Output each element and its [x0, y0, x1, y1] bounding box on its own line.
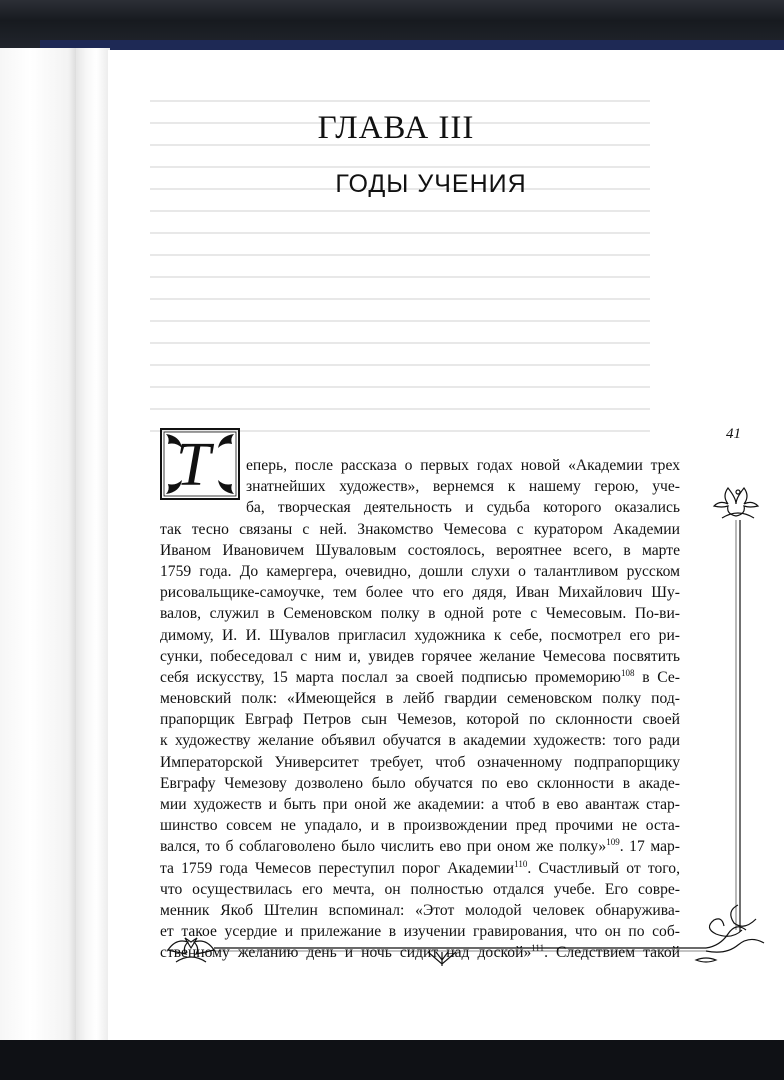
- text-fragment: ственному желанию день и ночь сидит над доской»: [160, 944, 532, 962]
- text-line: [160, 667, 680, 688]
- text-line: валов, служил в Семеновском полку в одной роте с Чемесовым. По-ви-: [160, 605, 680, 623]
- scanner-top-edge: [0, 0, 784, 52]
- text-line: сунки, побеседовал с ним и, увидев горячее желание Чемесова посвятить: [160, 647, 680, 665]
- text-line: димому, И. И. Шувалов пригласил художника к себе, посмотрел его ри-: [160, 626, 680, 644]
- left-page-edge: [0, 48, 76, 1042]
- text-line: [160, 858, 680, 879]
- text-line: ба, творческая деятельность и судьба которого оказались: [246, 499, 680, 517]
- book-cover-edge: [40, 40, 784, 50]
- text-line: Евграфу Чемезову дозволено было обучатся по ево склонности в акаде-: [160, 774, 680, 792]
- book-gutter: [76, 48, 110, 1042]
- text-line: менник Якоб Штелин вспоминал: «Этот молодой человек обнаружива-: [160, 901, 680, 919]
- text-fragment: себя искусству, 15 марта послал за своей подписью промеморию: [160, 668, 621, 686]
- text-line: так тесно связаны с ней. Знакомство Чемесова с куратором Академии: [160, 520, 680, 538]
- page-number: 41: [726, 426, 741, 442]
- text-line: Императорской Университет требует, чтоб означенному подпрапорщику: [160, 753, 680, 771]
- text-line: мии художеств и быть при оной же академии: а чтоб в ево авантаж стар-: [160, 796, 680, 813]
- text-line: ет такое усердие и прилежание в изучении гравирования, что он по соб-: [160, 923, 680, 941]
- text-line: Иваном Ивановичем Шуваловым состоялось, вероятнее всего, в марте: [160, 541, 680, 559]
- text-fragment: . Счастливый от того,: [527, 859, 680, 877]
- text-fragment: . Следствием такой: [544, 944, 680, 962]
- text-line: меновский полк: «Имеющейся в лейб гвардии семеновском полку под-: [160, 690, 680, 708]
- text-line: что осуществилась его мечта, он полностью отдался учебе. Его совре-: [160, 880, 680, 898]
- text-line: еперь, после рассказа о первых годах новой «Академии трех: [246, 457, 680, 474]
- paragraph: [160, 455, 680, 964]
- text-line: шинство совсем не упадало, и в произвождении пред прочими не оста-: [160, 817, 680, 835]
- drop-cap-letter: Т: [176, 431, 211, 499]
- text-line: 1759 года. До камергера, очевидно, дошли слухи о талантливом русском: [160, 562, 680, 580]
- text-line: к художеству желание объявил обучатся в академии художеств: того ради: [160, 732, 680, 750]
- chapter-title: ГОДЫ УЧЕНИЯ: [335, 170, 527, 198]
- text-line: [160, 836, 680, 857]
- footnote-ref[interactable]: 109: [606, 837, 620, 848]
- text-fragment: в Се-: [634, 668, 680, 686]
- scanner-bottom-edge: [0, 1040, 784, 1080]
- text-fragment: та 1759 года Чемесов переступил порог Академии: [160, 859, 515, 877]
- text-line: рисовальщике-самоучке, тем более что его дядя, Иван Михайлович Шу-: [160, 584, 680, 602]
- show-through-text: [150, 100, 650, 450]
- footnote-ref[interactable]: 111: [531, 943, 545, 954]
- text-fragment: . 17 мар-: [619, 838, 680, 856]
- text-fragment: вался, то б соблаговолено было числить ево при оном же полку»: [160, 838, 607, 856]
- chapter-number: ГЛАВА III: [317, 110, 475, 146]
- text-line: прапорщик Евграф Петров сын Чемезов, которой по склонности своей: [160, 711, 680, 729]
- footnote-ref[interactable]: 110: [514, 858, 528, 869]
- body-text: [160, 455, 680, 964]
- text-line: [160, 942, 680, 963]
- text-line: знатнейших художеств», вернемся к нашему герою, уче-: [246, 478, 680, 496]
- footnote-ref[interactable]: 108: [620, 667, 635, 678]
